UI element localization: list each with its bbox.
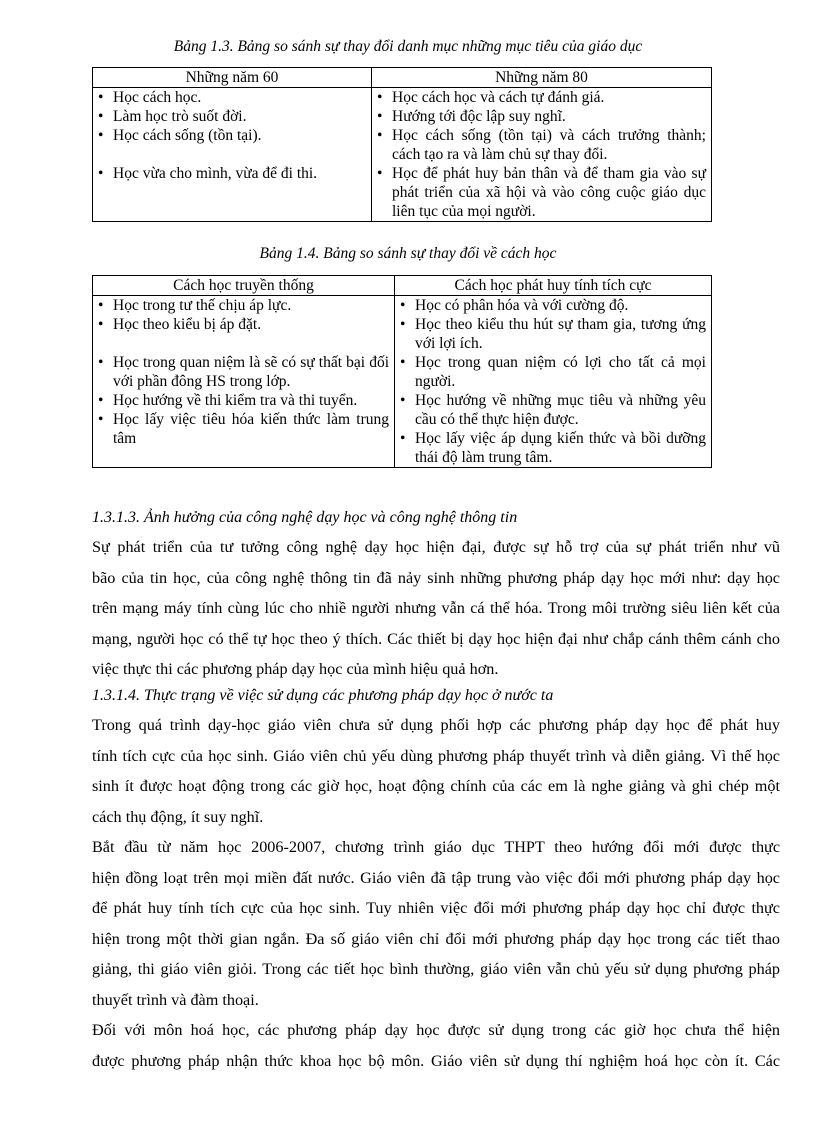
section2-paragraph-3 (92, 1015, 780, 1076)
table2-col2-item: • Học lấy việc áp dụng kiến thức và bồi dưỡng thái độ làm trung tâm. (400, 429, 706, 467)
table2-col2-cell (395, 296, 712, 468)
table2-col2-item: • Học trong quan niệm có lợi cho tất cả mọi người. (400, 353, 706, 391)
table2-col1-cell (93, 296, 395, 468)
table2-col1-item: • Học trong quan niệm là sẽ có sự thất bại đối với phần đông HS trong lớp. (98, 353, 389, 391)
paragraph-line: cách thụ động, ít suy nghĩ. (92, 807, 264, 826)
table2-learning-comparison (92, 275, 712, 468)
table2-col2-item: • Học hướng về những mục tiêu và những yêu cầu có thể thực hiện được. (400, 391, 706, 429)
table1-col1-item: • Học cách học. (98, 88, 366, 107)
table1-col1-item: • Học cách sống (tồn tại). (98, 126, 366, 145)
paragraph-line: sinh ít được hoạt động trong các giờ học, hoạt động chính của các em là nghe giảng và ghi chép một (92, 777, 780, 795)
paragraph-line: bão của tin học, của công nghệ thông tin đã nảy sinh những phương pháp dạy học mới như: dạy học (92, 568, 780, 587)
paragraph-line: được phương pháp nhận thức khoa học bộ môn. Giáo viên sử dụng thí nghiệm hoá học còn ít. Các (92, 1051, 780, 1070)
paragraph-line: hiện trong một thời gian ngắn. Đa số giáo viên chỉ đổi mới phương pháp dạy học trong các tiết thao (92, 929, 780, 948)
paragraph-line: thuyết trình và đàm thoại. (92, 990, 259, 1009)
table2-col1-item: • Học trong tư thế chịu áp lực. (98, 296, 389, 315)
table2-header-col1: Cách học truyền thống (93, 276, 395, 296)
paragraph-line: tính tích cực của học sinh. Giáo viên chủ yếu dùng phương pháp thuyết trình và diễn giảng. Vì thế học (92, 746, 780, 765)
table1-col2-item: • Học cách học và cách tự đánh giá. (377, 88, 706, 107)
table1-goals-comparison (92, 67, 712, 222)
paragraph-line: việc thực thi các phương pháp dạy học của mình hiệu quả hơn. (92, 660, 499, 678)
paragraph-line: Trong quá trình dạy-học giáo viên chưa sử dụng phối hợp các phương pháp dạy học để phát huy (92, 716, 780, 734)
section-heading-1-3-1-3: 1.3.1.3. Ảnh hưởng của công nghệ dạy học và công nghệ thông tin (92, 509, 518, 526)
section2-paragraph-1 (92, 710, 780, 832)
table1-col2-cell (372, 88, 712, 222)
section2-paragraph-2 (92, 832, 780, 1015)
paragraph-line: hiện đồng loạt trên mọi miền đất nước. Giáo viên đã tập trung vào việc đổi mới phương pháp dạy học (92, 868, 780, 887)
table1-col1-item: • Làm học trò suốt đời. (98, 107, 366, 126)
paragraph-line: trên mạng máy tính cùng lúc cho nhiề người nhưng vẫn cá thể hóa. Trong môi trường siêu liên kết của (92, 599, 780, 617)
section-heading-1-3-1-4: 1.3.1.4. Thực trạng về việc sử dụng các phương pháp dạy học ở nước ta (92, 687, 554, 704)
paragraph-line: giảng, thi giáo viên giỏi. Trong các tiết học bình thường, giáo viên vẫn chủ yếu sử dụng phương pháp (92, 960, 780, 978)
paragraph-line: Đối với môn hoá học, các phương pháp dạy học được sử dụng trong các giờ học chưa thể hiện (92, 1021, 780, 1039)
table2-col1-item: • Học lấy việc tiêu hóa kiến thức làm trung tâm (98, 410, 389, 448)
table1-col1-item: • Học vừa cho mình, vừa để đi thi. (98, 164, 366, 183)
table2-col2-item: • Học theo kiểu thu hút sự tham gia, tương ứng với lợi ích. (400, 315, 706, 353)
table1-col2-item: • Hướng tới độc lập suy nghĩ. (377, 107, 706, 126)
section1-paragraph (92, 532, 780, 685)
table1-header-col2: Những năm 80 (372, 68, 712, 88)
paragraph-line: mạng, người học có thể tự học theo ý thích. Các thiết bị dạy học hiện đại như chắp cánh thêm cánh cho (92, 629, 780, 648)
table1-col2-item: • Học để phát huy bản thân và để tham gia vào sự phát triển của xã hội và vào công cuộc giáo dục liên tục của mọi người. (377, 164, 706, 221)
table1-col2-item: • Học cách sống (tồn tại) và cách trưởng thành; cách tạo ra và làm chủ sự thay đổi. (377, 126, 706, 164)
table1-col1-cell (93, 88, 372, 222)
paragraph-line: Bắt đầu từ năm học 2006-2007, chương trình giáo dục THPT theo hướng đổi mới được thực (92, 838, 780, 856)
table2-col1-item: • Học theo kiểu bị áp đặt. (98, 315, 389, 334)
paragraph-line: Sự phát triển của tư tưởng công nghệ dạy học hiện đại, được sự hỗ trợ của sự phát triển như vũ (92, 538, 780, 556)
table2-col1-item: • Học hướng về thi kiểm tra và thi tuyển. (98, 391, 389, 410)
paragraph-line: để phát huy tính tích cực của học sinh. Tuy nhiên việc đổi mới phương pháp dạy học chỉ được thực (92, 899, 780, 917)
table2-caption: Bảng 1.4. Bảng so sánh sự thay đổi về cách học (259, 245, 557, 262)
table1-header-col1: Những năm 60 (93, 68, 372, 88)
table1-caption: Bảng 1.3. Bảng so sánh sự thay đổi danh mục những mục tiêu của giáo dục (173, 38, 643, 55)
table2-col2-item: • Học có phân hóa và với cường độ. (400, 296, 706, 315)
table2-header-col2: Cách học phát huy tính tích cực (395, 276, 712, 296)
